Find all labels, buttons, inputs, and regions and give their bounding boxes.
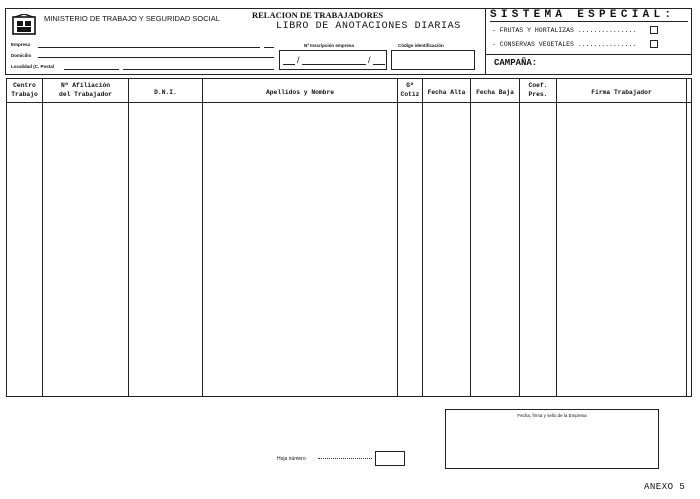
frutas-checkbox[interactable] [650, 26, 658, 34]
domicilio-field[interactable] [38, 57, 274, 58]
hoja-dots [318, 458, 372, 459]
annex-label: ANEXO 5 [644, 482, 686, 492]
empresa-field[interactable] [38, 47, 260, 48]
signature-box[interactable] [445, 409, 659, 469]
column-header-dni: D.N.I. [154, 89, 177, 96]
column-header-cotiz: Gº Cotiz [400, 82, 420, 98]
column-header-centro: Centro Trabajo [11, 82, 38, 98]
column-divider [42, 78, 43, 397]
codigo-field[interactable] [391, 50, 475, 70]
column-divider [470, 78, 471, 397]
signature-label: Fecha, firma y sello de la Empresa [517, 413, 587, 418]
column-divider [202, 78, 203, 397]
form-subtitle: LIBRO DE ANOTACIONES DIARIAS [276, 21, 461, 32]
sistema-divider [485, 8, 486, 75]
sistema-title: SISTEMA ESPECIAL: [490, 9, 676, 21]
option-conservas-label: - CONSERVAS VEGETALES ............... [492, 41, 637, 48]
column-divider [556, 78, 557, 397]
hoja-label: Hoja número [277, 456, 306, 462]
table-header-divider [6, 102, 692, 103]
inscripcion-seg-2 [302, 64, 366, 65]
inscripcion-slash: / [368, 55, 371, 65]
campana-label: CAMPAÑA: [494, 58, 538, 68]
inscripcion-seg-1 [283, 64, 295, 65]
inscripcion-seg-3 [373, 64, 385, 65]
codigo-label: Código identificación [398, 43, 444, 48]
column-divider [128, 78, 129, 397]
option-frutas-label: - FRUTAS Y HORTALIZAS ............... [492, 27, 637, 34]
form-title: RELACION DE TRABAJADORES [252, 10, 384, 20]
domicilio-label: Domicilio [11, 53, 32, 58]
inscripcion-label: Nº Inscripción empresa [304, 43, 354, 48]
campana-divider [486, 54, 691, 55]
localidad-field[interactable] [64, 69, 119, 70]
localidad-label: Localidad (C. Postal [11, 64, 55, 69]
postal-code-field[interactable] [123, 69, 274, 70]
sistema-underline [490, 21, 688, 22]
workers-table [6, 78, 692, 397]
column-divider [397, 78, 398, 397]
column-header-coef: Coef. Pres. [528, 82, 548, 98]
column-header-nombre: Apellidos y Nombre [265, 89, 335, 96]
column-header-fecha-baja: Fecha Baja [476, 89, 514, 96]
column-header-afiliacion: Nº Afiliación del Trabajador [59, 82, 112, 98]
column-divider [686, 78, 687, 397]
column-header-fecha-alta: Fecha Alta [427, 89, 466, 96]
column-divider [422, 78, 423, 397]
ministry-name: MINISTERIO DE TRABAJO Y SEGURIDAD SOCIAL [44, 14, 220, 23]
empresa-label: Empresa [11, 42, 31, 47]
column-header-firma: Firma Trabajador [591, 89, 652, 96]
coat-of-arms-icon [11, 14, 37, 36]
empresa-field-tail [264, 47, 274, 48]
column-divider [519, 78, 520, 397]
conservas-checkbox[interactable] [650, 40, 658, 48]
inscripcion-slash: / [297, 55, 300, 65]
hoja-number-field[interactable] [375, 451, 405, 466]
